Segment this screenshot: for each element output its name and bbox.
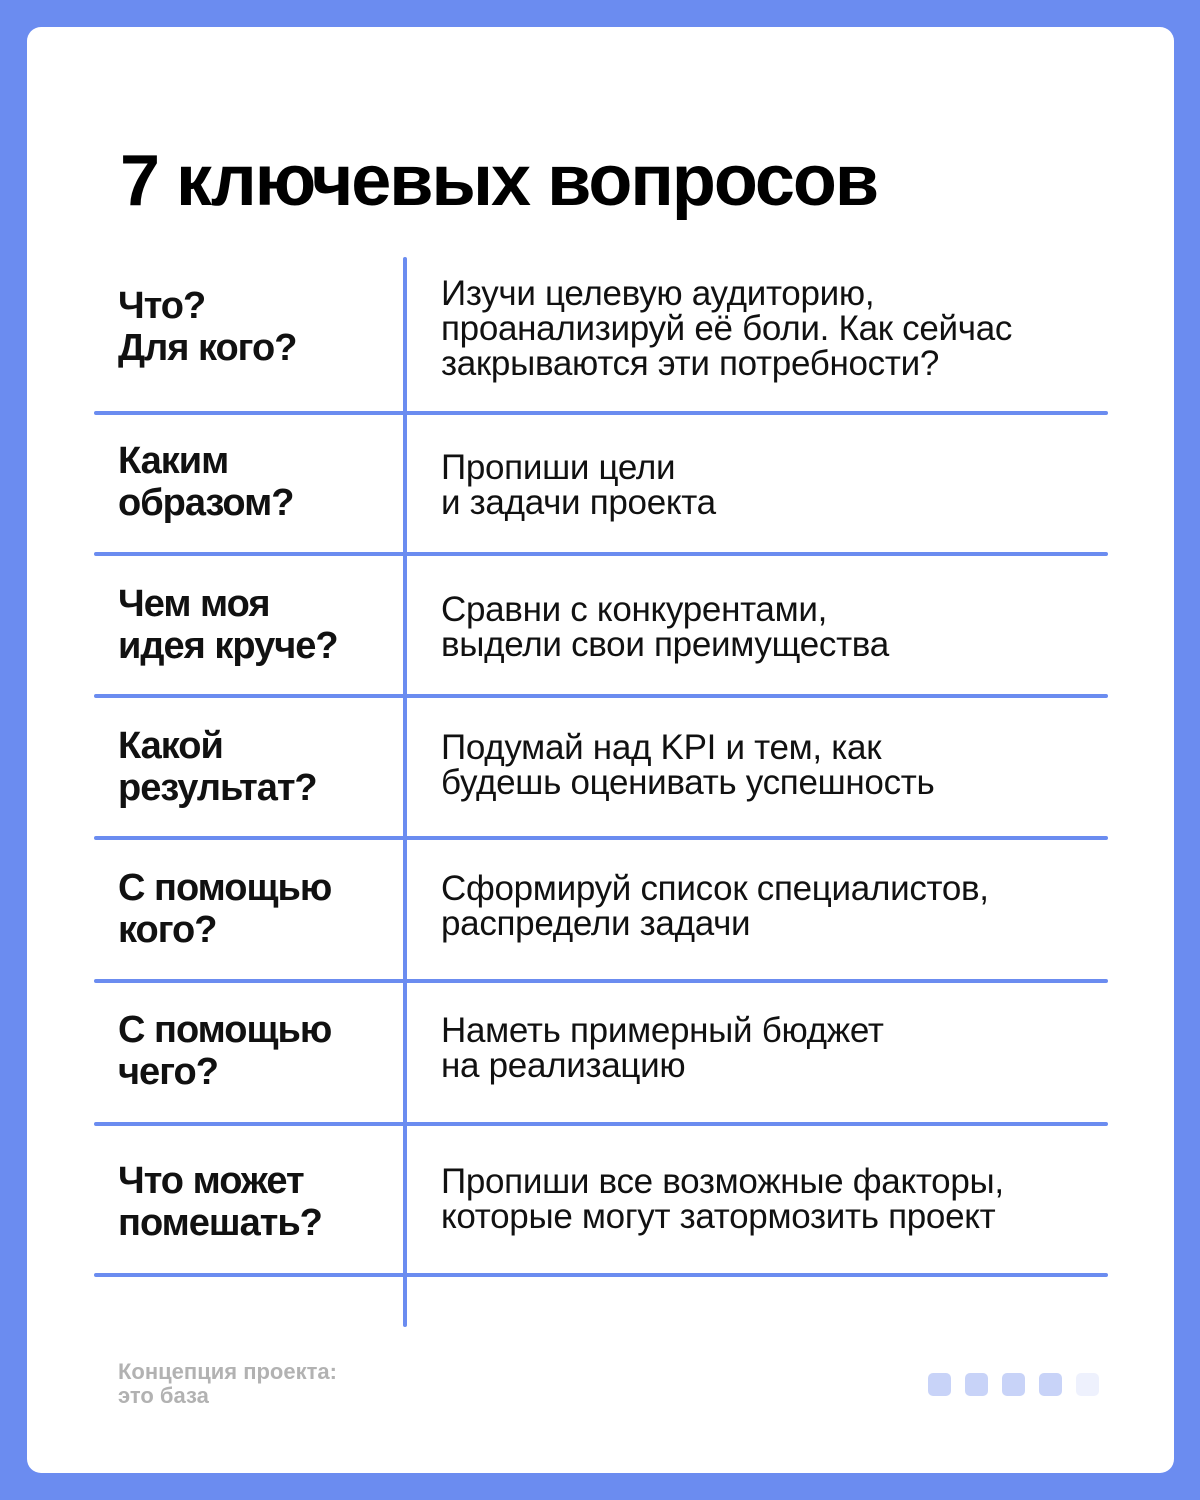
question-line: Чем моя [118,583,270,625]
question-line: Для кого? [118,327,297,369]
page-dot [1039,1373,1062,1396]
answer-line: на реализацию [441,1046,686,1085]
question-line: кого? [118,909,217,951]
question-line: С помощью [118,1009,332,1051]
answer-line: Сравни с конкурентами, [441,590,828,629]
answer-result [441,730,1101,800]
question-result [118,725,398,809]
answer-line: которые могут затормозить проект [441,1197,996,1236]
question-line: Что может [118,1160,304,1202]
answer-line: выдели свои преимущества [441,625,889,664]
row-divider [94,1273,1108,1277]
row-divider [94,979,1108,983]
question-with-whom [118,867,398,951]
question-what-can-interfere [118,1160,398,1244]
answer-what-for-whom [441,276,1101,381]
row-divider [94,836,1108,840]
question-what-for-whom [118,285,398,369]
question-line: Каким [118,440,229,482]
question-line: результат? [118,767,317,809]
answer-line: Пропиши все возможные факторы, [441,1162,1004,1201]
footer-line: Концепция проекта: [118,1359,337,1384]
answer-line: Сформируй список специалистов, [441,869,989,908]
footer-line: это база [118,1383,209,1408]
page-dot-current [1076,1373,1099,1396]
page-title: 7 ключевых вопросов [120,141,878,221]
row-divider [94,694,1108,698]
pagination-dots [928,1373,1099,1396]
question-why-better [118,583,398,667]
question-with-what [118,1009,398,1093]
answer-with-what [441,1013,1101,1083]
answer-line: Наметь примерный бюджет [441,1011,884,1050]
page-dot [928,1373,951,1396]
question-line: С помощью [118,867,332,909]
question-line: идея круче? [118,625,338,667]
question-line: чего? [118,1051,218,1093]
row-divider [94,552,1108,556]
answer-line: и задачи проекта [441,483,716,522]
answer-with-whom [441,871,1101,941]
page-dot [965,1373,988,1396]
answer-line: Подумай над KPI и тем, как [441,728,882,767]
column-divider [403,257,407,1327]
footer-caption [118,1360,337,1408]
question-line: Что? [118,285,206,327]
answer-what-can-interfere [441,1164,1101,1234]
answer-why-better [441,592,1101,662]
answer-line: Изучи целевую аудиторию, [441,274,875,313]
answer-line: распредели задачи [441,904,751,943]
question-how [118,440,398,524]
question-line: помешать? [118,1202,322,1244]
answer-line: проанализируй её боли. Как сейчас [441,309,1013,348]
answer-line: Пропиши цели [441,448,676,487]
question-line: образом? [118,482,294,524]
answer-line: закрываются эти потребности? [441,344,940,383]
answer-how [441,450,1101,520]
row-divider [94,411,1108,415]
answer-line: будешь оценивать успешность [441,763,935,802]
page-dot [1002,1373,1025,1396]
question-line: Какой [118,725,223,767]
row-divider [94,1122,1108,1126]
